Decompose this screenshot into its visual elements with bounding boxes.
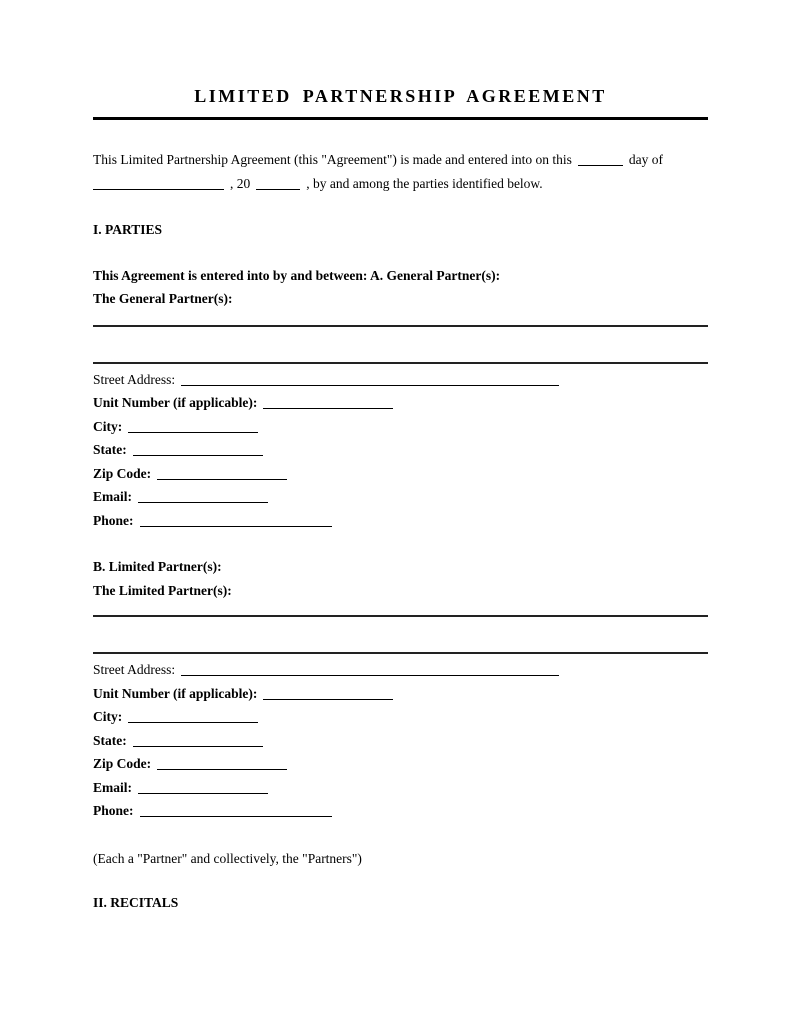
general-partner-name-label: The General Partner(s):: [93, 291, 233, 306]
limited-name-write-in-line-1[interactable]: [93, 615, 708, 617]
email-blank-line[interactable]: [138, 491, 268, 503]
state-row: [93, 438, 708, 462]
general-partner-section: [93, 264, 708, 533]
general-partner-fields: [93, 368, 708, 533]
state-label: State:: [93, 732, 127, 748]
state-row: [93, 729, 708, 753]
general-partner-intro-line: This Agreement is entered into by and between: A. General Partner(s):: [93, 267, 501, 283]
general-name-write-in-line-2[interactable]: [93, 362, 708, 364]
limited-partner-heading-line: B. Limited Partner(s):: [93, 559, 222, 574]
unit-number-row: [93, 391, 708, 415]
unit-number-label: Unit Number (if applicable):: [93, 685, 258, 701]
unit-number-blank-line[interactable]: [263, 397, 393, 409]
general-partner-lead: [93, 264, 708, 311]
zip-code-row: [93, 462, 708, 486]
street-address-blank-line[interactable]: [181, 374, 559, 386]
city-row: [93, 415, 708, 439]
month-blank-line[interactable]: [93, 178, 224, 190]
email-label: Email:: [93, 779, 132, 795]
unit-number-label: Unit Number (if applicable):: [93, 395, 258, 410]
phone-label: Phone:: [93, 803, 134, 818]
street-address-label: Street Address:: [93, 371, 176, 387]
zip-code-blank-line[interactable]: [157, 758, 287, 770]
state-blank-line[interactable]: [133, 735, 263, 747]
city-label: City:: [93, 418, 123, 434]
section-heading-recitals: II. RECITALS: [93, 895, 179, 910]
document-title: LIMITED PARTNERSHIP AGREEMENT: [194, 86, 607, 106]
phone-blank-line[interactable]: [140, 805, 332, 817]
street-address-label: Street Address:: [93, 662, 176, 677]
street-address-row: [93, 658, 708, 682]
section-heading-parties: I. PARTIES: [93, 222, 163, 237]
intro-paragraph: [93, 148, 708, 196]
intro-line-1-text: This Limited Partnership Agreement (this "Agreement") is made and entered into on this: [93, 152, 572, 167]
intro-line-2: [93, 176, 543, 191]
limited-partner-section: [93, 555, 708, 823]
title-rule: [93, 117, 708, 120]
street-address-blank-line[interactable]: [181, 664, 559, 676]
city-blank-line[interactable]: [128, 711, 258, 723]
street-address-row: [93, 368, 708, 392]
email-row: [93, 776, 708, 800]
unit-number-row: [93, 682, 708, 706]
city-row: [93, 705, 708, 729]
zip-code-label: Zip Code:: [93, 465, 152, 481]
limited-partner-lead: [93, 555, 708, 602]
partners-collective-note: (Each a "Partner" and collectively, the "Partners"): [93, 850, 362, 866]
intro-line-2-tail: , by and among the parties identified below.: [306, 176, 543, 191]
phone-label: Phone:: [93, 512, 134, 528]
intro-line-1: [93, 152, 663, 167]
limited-partner-fields: [93, 658, 708, 823]
email-label: Email:: [93, 489, 132, 504]
document-header: [93, 84, 708, 120]
limited-name-write-in-line-2[interactable]: [93, 652, 708, 654]
day-blank-line[interactable]: [578, 154, 623, 166]
zip-code-label: Zip Code:: [93, 756, 152, 771]
intro-line-1-suffix: day of: [628, 152, 664, 167]
year-blank-line[interactable]: [256, 178, 300, 190]
zip-code-row: [93, 752, 708, 776]
phone-row: [93, 799, 708, 823]
email-blank-line[interactable]: [138, 782, 268, 794]
state-label: State:: [93, 442, 127, 457]
phone-row: [93, 509, 708, 533]
limited-partner-name-label: The Limited Partner(s):: [93, 582, 232, 598]
phone-blank-line[interactable]: [140, 515, 332, 527]
email-row: [93, 485, 708, 509]
intro-line-2-mid: , 20: [230, 176, 251, 191]
state-blank-line[interactable]: [133, 444, 263, 456]
zip-code-blank-line[interactable]: [157, 468, 287, 480]
city-label: City:: [93, 709, 123, 724]
city-blank-line[interactable]: [128, 421, 258, 433]
unit-number-blank-line[interactable]: [263, 688, 393, 700]
general-name-write-in-line-1[interactable]: [93, 325, 708, 327]
